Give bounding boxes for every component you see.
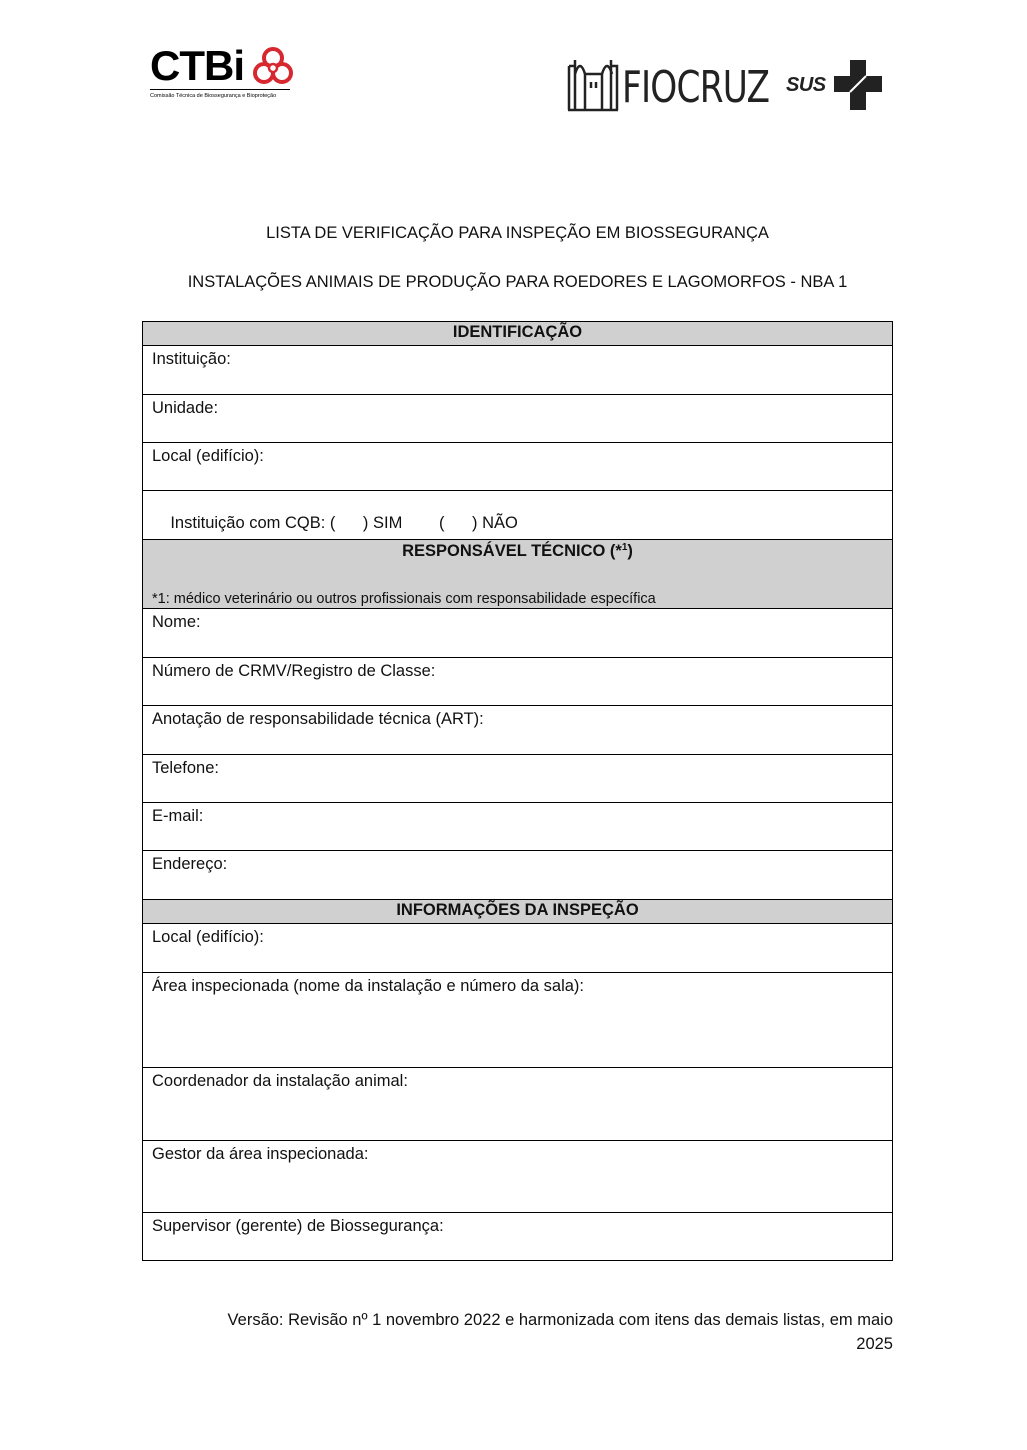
section-header-identificacao: IDENTIFICAÇÃO	[143, 322, 892, 346]
field-cqb[interactable]	[143, 491, 892, 540]
field-label: Coordenador da instalação animal:	[152, 1072, 408, 1090]
field-label: Supervisor (gerente) de Biossegurança:	[152, 1217, 444, 1235]
field-label: Telefone:	[152, 759, 219, 777]
field-art[interactable]	[143, 706, 892, 755]
field-label: Anotação de responsabilidade técnica (ART):	[152, 710, 484, 728]
field-coordenador[interactable]	[143, 1068, 892, 1141]
field-telefone[interactable]	[143, 755, 892, 803]
inspection-form-table	[142, 321, 893, 1261]
field-gestor[interactable]	[143, 1141, 892, 1213]
document-subtitle: INSTALAÇÕES ANIMAIS DE PRODUÇÃO PARA ROEDORES E LAGOMORFOS - NBA 1	[187, 273, 848, 291]
field-nome[interactable]	[143, 609, 892, 658]
field-label: Área inspecionada (nome da instalação e número da sala):	[152, 977, 585, 995]
field-label: E-mail:	[152, 807, 204, 825]
field-label: Local (edifício):	[152, 928, 264, 946]
sus-logo-word: SUS	[786, 74, 826, 96]
field-label: Unidade:	[152, 399, 219, 417]
biohazard-icon	[252, 46, 294, 88]
fiocruz-logo	[566, 52, 770, 114]
ctbio-logo-rule	[150, 89, 290, 90]
section-header-inspecao: INFORMAÇÕES DA INSPEÇÃO	[143, 900, 892, 924]
field-label: Instituição:	[152, 350, 231, 368]
version-line-2: 2025	[856, 1335, 893, 1353]
field-label: Instituição com CQB: ( ) SIM ( ) NÃO	[170, 514, 518, 532]
ctbio-logo-subtitle: Comissão Técnica de Biossegurança e Bioproteção	[150, 93, 277, 99]
version-line-1: Versão: Revisão nº 1 novembro 2022 e harmonizada com itens das demais listas, em maio	[227, 1311, 893, 1329]
version-footer	[153, 1308, 893, 1356]
section-note: *1: médico veterinário ou outros profissionais com responsabilidade específica	[152, 591, 656, 607]
field-label: Nome:	[152, 613, 201, 631]
castle-building-icon	[566, 52, 620, 112]
cross-icon	[834, 58, 884, 112]
field-crmv[interactable]	[143, 658, 892, 706]
section-header-title: RESPONSÁVEL TÉCNICO (*$^1$)	[402, 542, 633, 560]
field-label: Número de CRMV/Registro de Classe:	[152, 662, 436, 680]
sus-logo	[786, 58, 886, 114]
field-label: Endereço:	[152, 855, 228, 873]
field-unidade[interactable]	[143, 395, 892, 443]
fiocruz-logo-word: FIOCRUZ	[622, 62, 770, 113]
field-label: Gestor da área inspecionada:	[152, 1145, 369, 1163]
field-instituicao[interactable]	[143, 346, 892, 395]
field-email[interactable]	[143, 803, 892, 851]
document-title: LISTA DE VERIFICAÇÃO PARA INSPEÇÃO EM BIOSSEGURANÇA	[266, 224, 769, 242]
field-local-edificio[interactable]	[143, 443, 892, 491]
field-endereco[interactable]	[143, 851, 892, 900]
field-local-inspecao[interactable]	[143, 924, 892, 973]
ctbio-logo-word: CTBi	[150, 42, 244, 89]
field-label: Local (edifício):	[152, 447, 264, 465]
field-supervisor[interactable]	[143, 1213, 892, 1260]
section-header-responsavel	[143, 540, 892, 609]
ctbio-logo	[150, 44, 300, 106]
field-area-inspecionada[interactable]	[143, 973, 892, 1068]
